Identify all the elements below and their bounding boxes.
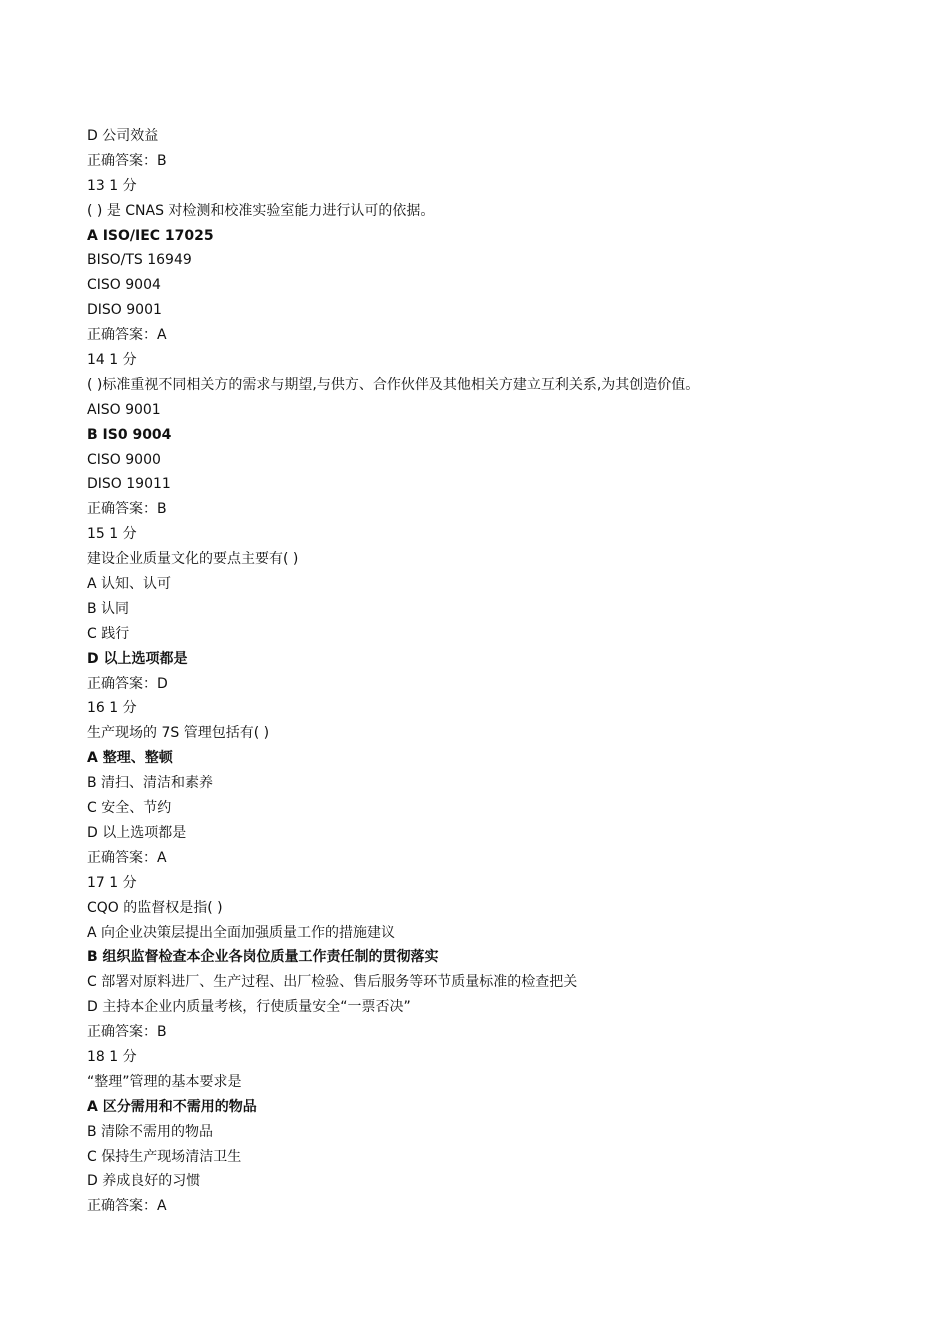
text-line: 正确答案：D bbox=[87, 675, 168, 692]
text-line: 17 1 分 bbox=[87, 874, 137, 891]
text-line: BISO/TS 16949 bbox=[87, 252, 192, 269]
text-line: D 以上选项都是 bbox=[87, 650, 188, 667]
text-line: 14 1 分 bbox=[87, 352, 137, 369]
text-line: B IS0 9004 bbox=[87, 426, 172, 443]
text-line: A 整理、整顿 bbox=[87, 750, 173, 767]
text-line: C 保持生产现场清洁卫生 bbox=[87, 1148, 242, 1165]
text-line: 18 1 分 bbox=[87, 1048, 137, 1065]
text-line: ( ) 是 CNAS 对检测和校准实验室能力进行认可的依据。 bbox=[87, 202, 435, 219]
text-line: C 安全、节约 bbox=[87, 800, 172, 817]
text-line: D 公司效益 bbox=[87, 128, 159, 144]
text-line: A 向企业决策层提出全面加强质量工作的措施建议 bbox=[87, 924, 396, 941]
text-line: B 组织监督检查本企业各岗位质量工作责任制的贯彻落实 bbox=[87, 949, 439, 966]
text-line: 16 1 分 bbox=[87, 700, 137, 717]
text-line: C 践行 bbox=[87, 625, 130, 642]
text-line: CISO 9004 bbox=[87, 277, 161, 294]
text-line: 建设企业质量文化的要点主要有( ) bbox=[87, 551, 299, 568]
text-line: 正确答案：A bbox=[87, 849, 167, 866]
document-page bbox=[87, 124, 927, 1219]
text-line: D 主持本企业内质量考核，行使质量安全“一票否决” bbox=[87, 999, 411, 1016]
text-line: A ISO/IEC 17025 bbox=[87, 227, 214, 244]
text-line: B 清扫、清洁和素养 bbox=[87, 775, 214, 792]
text-line: 正确答案：A bbox=[87, 1198, 167, 1215]
text-line: CISO 9000 bbox=[87, 451, 161, 468]
question-list bbox=[87, 124, 927, 1219]
text-line: AISO 9001 bbox=[87, 401, 161, 418]
text-line: 正确答案：B bbox=[87, 152, 167, 169]
text-line: 15 1 分 bbox=[87, 526, 137, 543]
text-line: 正确答案：B bbox=[87, 501, 167, 518]
text-line: DISO 9001 bbox=[87, 302, 162, 319]
text-line: A 区分需用和不需用的物品 bbox=[87, 1098, 257, 1115]
text-line: D 养成良好的习惯 bbox=[87, 1173, 201, 1190]
text-line: 正确答案：A bbox=[87, 327, 167, 344]
text-line: 正确答案：B bbox=[87, 1024, 167, 1041]
text-line: B 清除不需用的物品 bbox=[87, 1123, 214, 1140]
text-line: “整理”管理的基本要求是 bbox=[87, 1073, 242, 1090]
text-line: ( )标准重视不同相关方的需求与期望,与供方、合作伙伴及其他相关方建立互利关系,为其创造价值。 bbox=[87, 376, 700, 393]
text-line: CQO 的监督权是指( ) bbox=[87, 899, 223, 916]
text-line: D 以上选项都是 bbox=[87, 824, 187, 841]
text-line: 生产现场的 7S 管理包括有( ) bbox=[87, 725, 270, 742]
text-line: 13 1 分 bbox=[87, 177, 137, 194]
text-line: B 认同 bbox=[87, 600, 130, 617]
text-line: C 部署对原料进厂、生产过程、出厂检验、售后服务等环节质量标准的检查把关 bbox=[87, 974, 578, 991]
text-line: DISO 19011 bbox=[87, 476, 171, 493]
text-line: A 认知、认可 bbox=[87, 576, 172, 593]
